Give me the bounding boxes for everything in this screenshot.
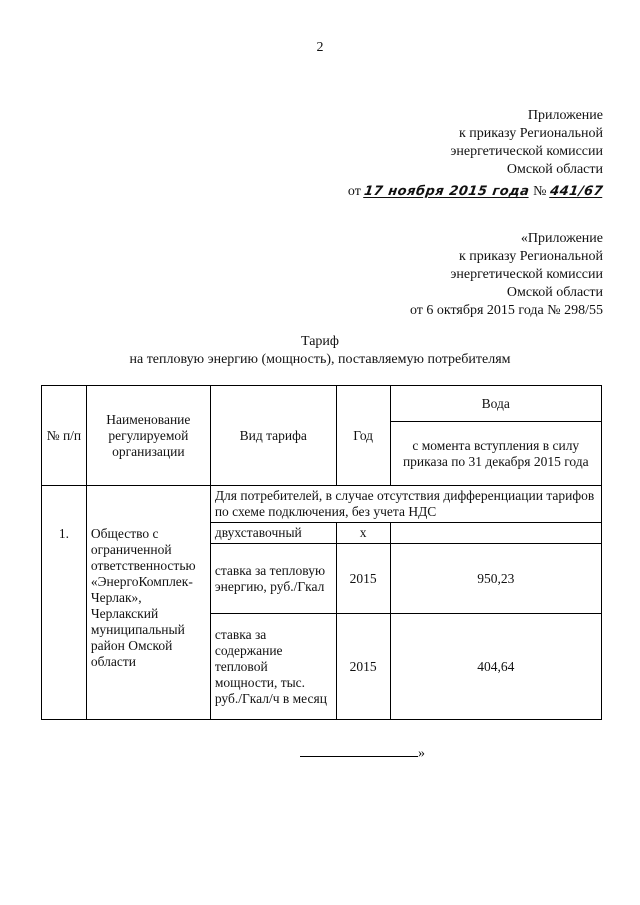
appendix-line: энергетической комиссии xyxy=(450,267,603,282)
appendix-line: Омской области xyxy=(506,162,603,177)
tariff-type-cell: ставка за содержание тепловой мощности, тыс. руб./Гкал/ч в месяц xyxy=(210,614,336,720)
previous-appendix-header xyxy=(410,230,603,320)
document-title xyxy=(0,333,640,369)
page-number: 2 xyxy=(316,40,324,55)
value-cell: 404,64 xyxy=(390,614,601,720)
title-line: Тариф xyxy=(301,334,339,349)
appendix-line: энергетической комиссии xyxy=(450,144,603,159)
handwritten-date: 17 ноября 2015 года xyxy=(363,184,531,199)
closing-line xyxy=(300,746,425,762)
date-prefix: от xyxy=(347,184,361,199)
organization-name: Общество с ограниченной ответственностью «ЭнергоКомплек-Черлак», Черлакский муниципальный район Омской области xyxy=(86,486,210,720)
appendix-line: Приложение xyxy=(527,108,603,123)
tariff-type-cell: ставка за тепловую энергию, руб./Гкал xyxy=(210,544,336,614)
year-cell: х xyxy=(336,523,390,544)
header-num: № п/п xyxy=(42,386,87,486)
signature-line xyxy=(300,746,418,757)
appendix-line: к приказу Региональной xyxy=(458,249,603,264)
appendix-line: «Приложение xyxy=(520,231,603,246)
row-number: 1. xyxy=(42,486,87,720)
year-cell: 2015 xyxy=(336,544,390,614)
order-date-line xyxy=(348,183,603,201)
header-year: Год xyxy=(336,386,390,486)
header-org: Наименование регулируемой организации xyxy=(86,386,210,486)
appendix-line: Омской области xyxy=(506,285,603,300)
appendix-line: от 6 октября 2015 года № 298/55 xyxy=(409,303,603,318)
header-water: Вода xyxy=(390,386,601,422)
title-subline: на тепловую энергию (мощность), поставляемую потребителям xyxy=(129,352,511,367)
value-cell: 950,23 xyxy=(390,544,601,614)
tariff-table xyxy=(41,385,602,720)
appendix-header xyxy=(348,107,603,201)
header-period: с момента вступления в силу приказа по 31 декабря 2015 года xyxy=(390,422,601,486)
number-sign: № xyxy=(533,184,547,199)
appendix-line: к приказу Региональной xyxy=(458,126,603,141)
value-cell xyxy=(390,523,601,544)
closing-quote: » xyxy=(418,746,425,761)
header-type: Вид тарифа xyxy=(210,386,336,486)
section-note: Для потребителей, в случае отсутствия дифференциации тарифов по схеме подключения, без учета НДС xyxy=(210,486,601,523)
year-cell: 2015 xyxy=(336,614,390,720)
tariff-type-cell: двухставочный xyxy=(210,523,336,544)
handwritten-number: 441/67 xyxy=(549,184,605,199)
